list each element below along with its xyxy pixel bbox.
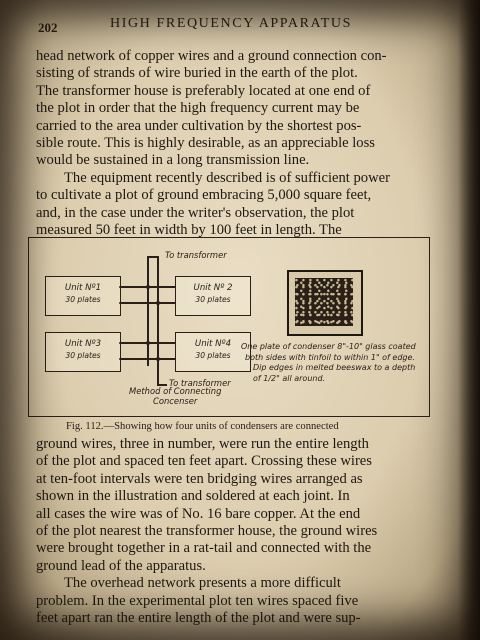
page-header [38,16,438,36]
plate-note-line: One plate of condenser 8"-10" glass coated [241,342,416,351]
text-line: and, in the case under the writer's observation, the plot [36,204,355,221]
figure-caption: Fig. 112.—Showing how four units of condensers are connected [66,421,339,432]
unit-1-box [45,276,121,316]
condenser-plate-drawing [287,270,363,336]
unit-name: Unit Nº 2 [193,283,233,293]
feed-wire [147,256,149,366]
text-line: to cultivate a plot of ground embracing 5,000 square feet, [36,187,372,204]
text-line: all cases the wire was of No. 16 bare copper. At the end [36,505,361,522]
text-line: shown in the illustration and soldered at each joint. In [36,488,350,505]
text-line: at ten-foot intervals were ten bridging wires arranged as [36,470,363,487]
page-number: 202 [38,20,58,35]
text-line: were brought together in a rat-tail and connected with the [36,540,372,557]
body-text-top [36,48,448,239]
text-line: sible route. This is highly desirable, as an appreciable loss [36,134,375,151]
plate-note-line: of 1/2" all around. [253,373,326,383]
junction [146,341,150,345]
unit-plates: 30 plates [195,295,231,304]
text-line: problem. In the experimental plot ten wires spaced five [36,592,359,609]
text-line: the plot in order that the high frequency current may be [36,100,360,117]
plate-note [241,342,416,384]
to-transformer-top-label: To transformer [165,250,227,260]
text-line: feet apart ran the entire length of the plot and were sup- [36,609,361,626]
junction [156,301,160,305]
text-line: ground wires, three in number, were run the entire length [36,436,369,452]
junction [156,357,160,361]
unit-4-box [175,332,251,372]
unit-plates: 30 plates [65,351,101,360]
figure-112 [28,237,430,417]
to-transformer-bottom-label: To transformer [169,378,231,388]
tinfoil-area [295,278,353,326]
wire-row1-bottom [119,302,175,304]
plate-note-line: Dip edges in melted beeswax to a depth [253,363,416,373]
text-line: carried to the area under cultivation by the shortest pos- [36,117,362,134]
junction [146,285,150,289]
method-line-2: Concenser [153,396,198,406]
text-line: The equipment recently described is of sufficient power [64,169,390,186]
running-head: HIGH FREQUENCY APPARATUS [110,16,352,31]
unit-2-box [175,276,251,316]
unit-3-box [45,332,121,372]
unit-plates: 30 plates [65,295,101,304]
body-text-bottom [36,436,448,627]
method-label [129,386,221,406]
plate-note-line: both sides with tinfoil to within 1" of edge. [245,352,415,362]
top-lead [147,256,157,258]
unit-name: Unit Nº1 [64,283,102,293]
text-line: The overhead network presents a more difficult [64,575,341,592]
text-line: ground lead of the apparatus. [36,557,206,574]
text-line: of the plot nearest the transformer house, the ground wires [36,522,378,539]
text-line: would be sustained in a long transmission line. [36,152,310,169]
text-line: head network of copper wires and a ground connection con- [36,48,387,64]
unit-name: Unit Nº3 [64,339,102,349]
unit-name: Unit Nº4 [194,339,232,349]
text-line: sisting of strands of wire buried in the earth of the plot. [36,65,358,82]
return-wire [157,256,159,384]
unit-plates: 30 plates [195,351,231,360]
text-line: measured 50 feet in width by 100 feet in length. The [36,221,342,238]
text-line: The transformer house is preferably located at one end of [36,82,371,99]
text-line: of the plot and spaced ten feet apart. Crossing these wires [36,453,372,470]
method-line-1: Method of Connecting [129,386,222,396]
wire-row2-bottom [119,358,175,360]
book-spine-shadow [458,0,480,640]
